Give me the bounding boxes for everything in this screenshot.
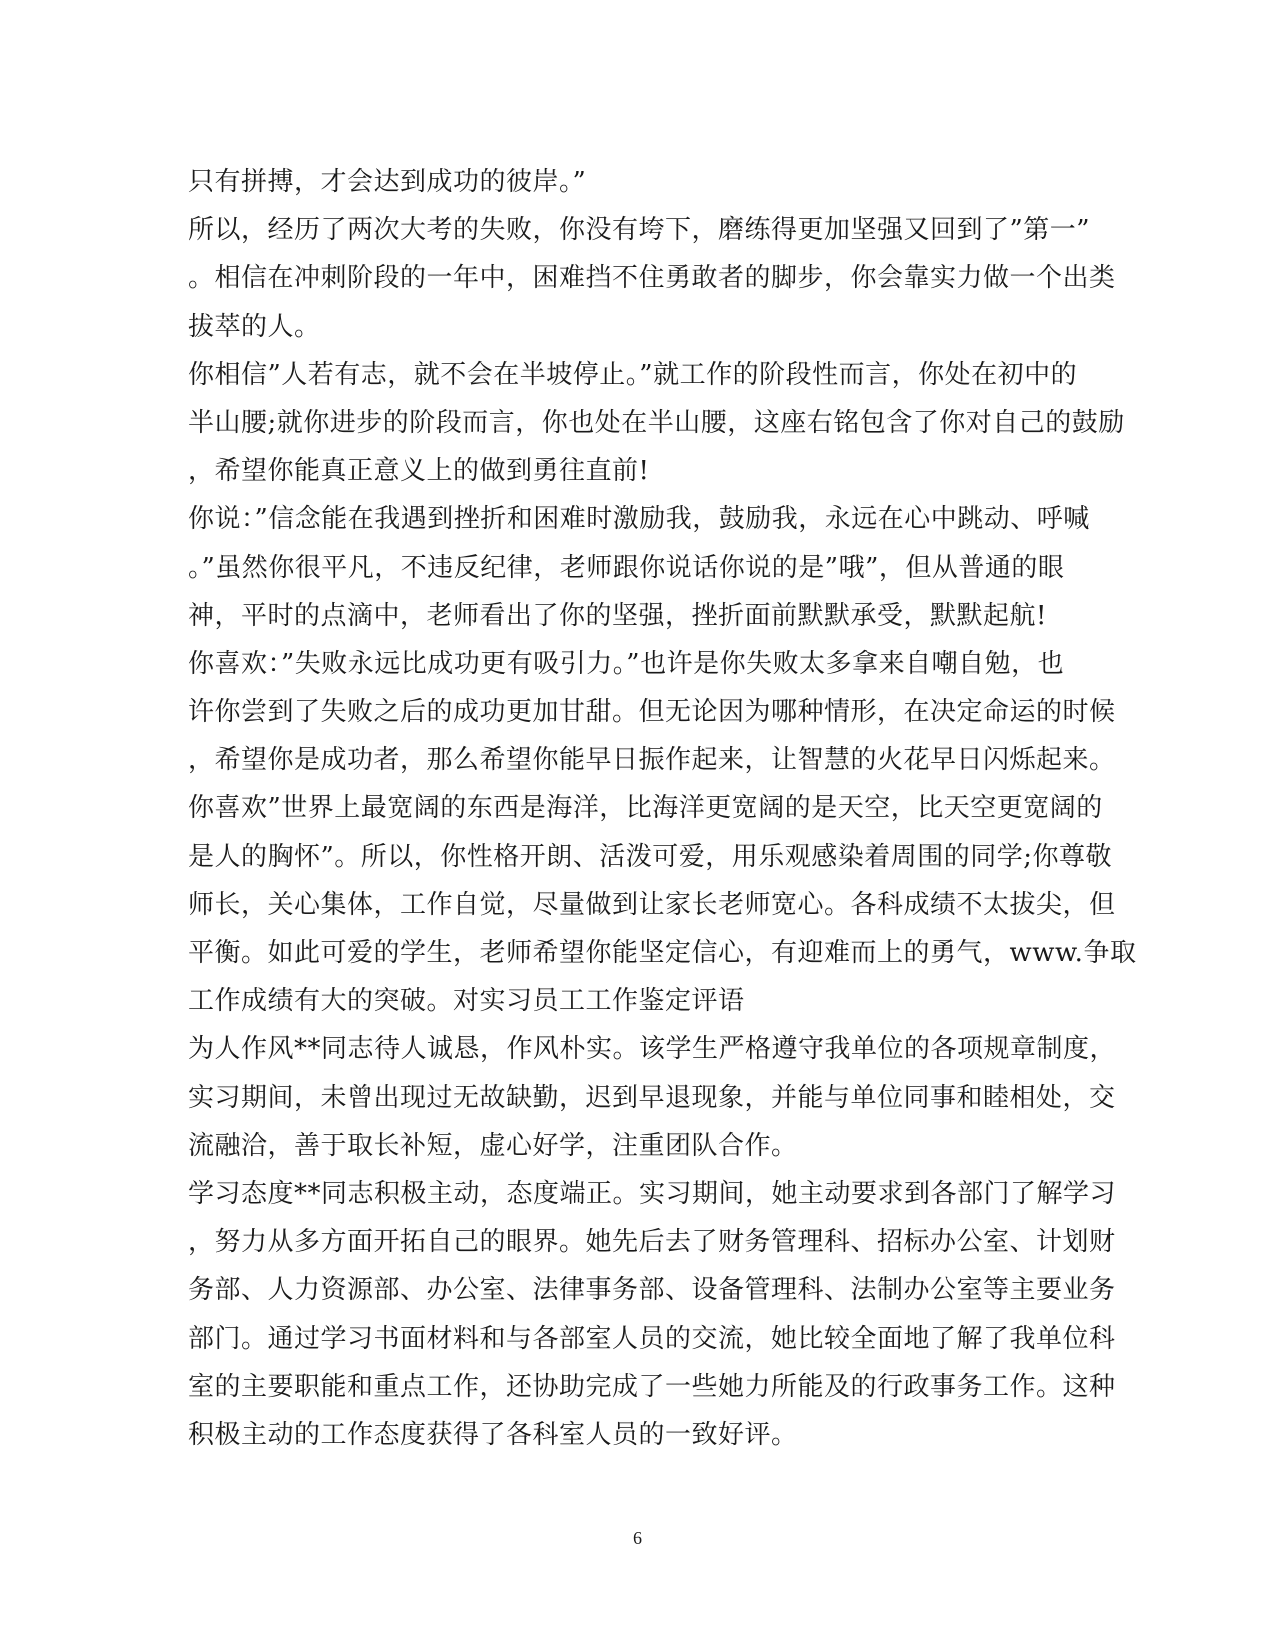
text-line: 工作成绩有大的突破。对实习员工工作鉴定评语 (188, 986, 745, 1017)
page-number: 6 (633, 1528, 642, 1548)
text-line: 部门。通过学习书面材料和与各部室人员的交流，她比较全面地了解了我单位科 (188, 1323, 1116, 1354)
text-line: 。”虽然你很平凡，不违反纪律，老师跟你说话你说的是”哦”，但从普通的眼 (188, 552, 1065, 583)
text-line: ，努力从多方面开拓自己的眼界。她先后去了财务管理科、招标办公室、计划财 (188, 1227, 1116, 1258)
text-line: 所以，经历了两次大考的失败，你没有垮下，磨练得更加坚强又回到了”第一” (188, 215, 1091, 246)
text-line: 神，平时的点滴中，老师看出了你的坚强，挫折面前默默承受，默默起航! (188, 600, 1047, 631)
text-line: 是人的胸怀”。所以，你性格开朗、活泼可爱，用乐观感染着周围的同学;你尊敬 (188, 841, 1113, 872)
text-line: 只有拼搏，才会达到成功的彼岸。” (188, 167, 587, 197)
text-line: 你喜欢”世界上最宽阔的东西是海洋，比海洋更宽阔的是天空，比天空更宽阔的 (188, 793, 1103, 824)
document-body (188, 158, 1137, 1459)
text-line: 。相信在冲刺阶段的一年中，困难挡不住勇敢者的脚步，你会靠实力做一个出类 (188, 263, 1116, 294)
text-line: 流融洽，善于取长补短，虚心好学，注重团队合作。 (188, 1130, 798, 1161)
text-line: 许你尝到了失败之后的成功更加甘甜。但无论因为哪种情形，在决定命运的时候 (188, 697, 1116, 728)
text-line: 你说：”信念能在我遇到挫折和困难时激励我，鼓励我，永远在心中跳动、呼喊 (188, 504, 1090, 535)
text-line: ，希望你能真正意义上的做到勇往直前! (188, 456, 650, 487)
text-line: 务部、人力资源部、办公室、法律事务部、设备管理科、法制办公室等主要业务 (188, 1275, 1116, 1306)
text-line: 为人作风**同志待人诚恳，作风朴实。该学生严格遵守我单位的各项规章制度， (188, 1034, 1117, 1065)
text-line: ，希望你是成功者，那么希望你能早日振作起来，让智慧的火花早日闪烁起来。 (188, 745, 1116, 776)
text-line: 实习期间，未曾出现过无故缺勤，迟到早退现象，并能与单位同事和睦相处，交 (188, 1082, 1116, 1113)
text-line: 积极主动的工作态度获得了各科室人员的一致好评。 (188, 1419, 798, 1450)
text-line: 半山腰;就你进步的阶段而言，你也处在半山腰，这座右铭包含了你对自己的鼓励 (188, 407, 1125, 438)
text-line: 你相信”人若有志，就不会在半坡停止。”就工作的阶段性而言，你处在初中的 (188, 359, 1078, 390)
text-line: 平衡。如此可爱的学生，老师希望你能坚定信心，有迎难而上的勇气，www.争取 (188, 938, 1137, 968)
text-line: 学习态度**同志积极主动，态度端正。实习期间，她主动要求到各部门了解学习 (188, 1178, 1117, 1209)
text-line: 你喜欢：”失败永远比成功更有吸引力。”也许是你失败太多拿来自嘲自勉，也 (188, 648, 1065, 679)
text-line: 师长，关心集体，工作自觉，尽量做到让家长老师宽心。各科成绩不太拔尖，但 (188, 889, 1116, 920)
text-line: 室的主要职能和重点工作，还协助完成了一些她力所能及的行政事务工作。这种 (188, 1371, 1116, 1402)
text-line: 拔萃的人。 (188, 311, 321, 342)
